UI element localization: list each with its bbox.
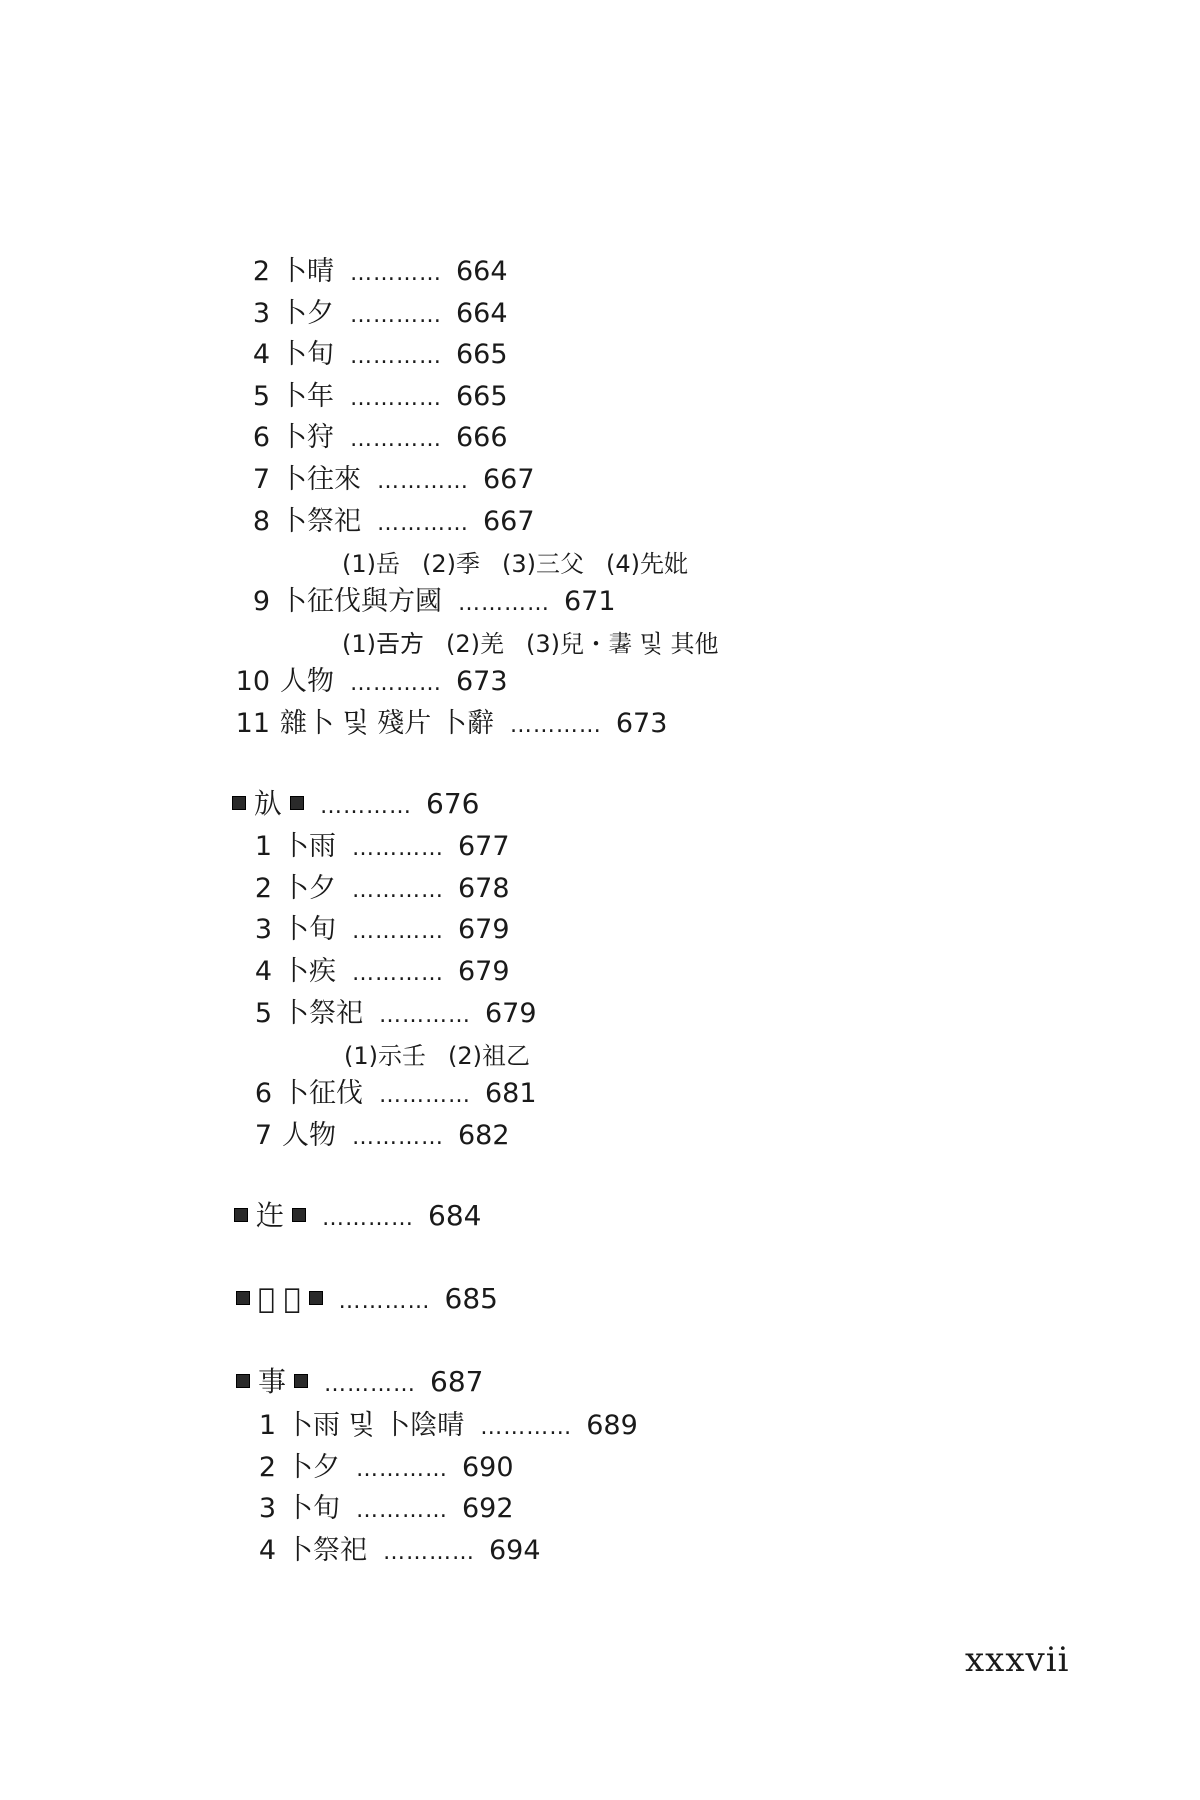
toc-entry: 3 卜夕 ………… 664 — [252, 298, 508, 329]
square-bullet-icon — [294, 1374, 308, 1388]
toc-entry: 3 卜旬 ………… 692 — [258, 1493, 514, 1524]
toc-heading: 迕 ………… 684 — [234, 1199, 481, 1233]
toc-subitems — [342, 547, 710, 581]
toc-entry: 1 卜雨 ………… 677 — [254, 831, 510, 862]
toc-subitem: (2)羌 — [446, 630, 504, 658]
toc-subitem: (4)先妣 — [606, 550, 688, 578]
square-bullet-icon — [232, 796, 246, 810]
toc-entry: 5 卜祭祀 ………… 679 — [254, 998, 537, 1029]
toc-entry: 6 卜征伐 ………… 681 — [254, 1078, 537, 1109]
toc-subitem: (1)𢀛方 — [342, 630, 424, 658]
square-bullet-icon — [292, 1208, 306, 1222]
toc-entry: 9 卜征伐與方國 ………… 671 — [252, 586, 616, 617]
toc-entry: 6 卜狩 ………… 666 — [252, 422, 508, 453]
toc-entry: 5 卜年 ………… 665 — [252, 381, 508, 412]
toc-entry: 4 卜旬 ………… 665 — [252, 339, 508, 370]
square-bullet-icon — [236, 1291, 250, 1305]
square-bullet-icon — [290, 796, 304, 810]
toc-subitem: (1)岳 — [342, 550, 400, 578]
toc-entry: 7 人物 ………… 682 — [254, 1120, 510, 1151]
toc-entry: 11 雜卜 및 殘片 卜辭 ………… 673 — [235, 708, 668, 739]
toc-heading: 事 ………… 687 — [236, 1365, 483, 1399]
square-bullet-icon — [236, 1374, 250, 1388]
toc-entry: 3 卜旬 ………… 679 — [254, 914, 510, 945]
toc-subitem: (1)示壬 — [344, 1042, 426, 1070]
toc-heading: 㫃 ………… 676 — [232, 787, 479, 821]
toc-subitems — [342, 627, 740, 661]
toc-entry: 2 卜夕 ………… 678 — [254, 873, 510, 904]
page-number: xxxvii — [965, 1640, 1070, 1680]
toc-subitem: (2)季 — [422, 550, 480, 578]
toc-entry: 1 卜雨 및 卜陰晴 ………… 689 — [258, 1410, 638, 1441]
toc-entry: 4 卜祭祀 ………… 694 — [258, 1535, 541, 1566]
toc-heading: 𡦹 𡧊 ………… 685 — [236, 1282, 498, 1316]
toc-entry: 8 卜祭祀 ………… 667 — [252, 506, 535, 537]
toc-subitem: (2)祖乙 — [448, 1042, 530, 1070]
square-bullet-icon — [234, 1208, 248, 1222]
toc-entry: 10 人物 ………… 673 — [235, 666, 508, 697]
toc-subitem: (3)兒・𦘠 및 其他 — [526, 630, 719, 658]
toc-entry: 2 卜晴 ………… 664 — [252, 256, 508, 287]
toc-entry: 4 卜疾 ………… 679 — [254, 956, 510, 987]
toc-subitems — [344, 1039, 552, 1073]
toc-entry: 2 卜夕 ………… 690 — [258, 1452, 514, 1483]
toc-subitem: (3)三父 — [502, 550, 584, 578]
square-bullet-icon — [309, 1291, 323, 1305]
toc-entry: 7 卜往來 ………… 667 — [252, 464, 535, 495]
